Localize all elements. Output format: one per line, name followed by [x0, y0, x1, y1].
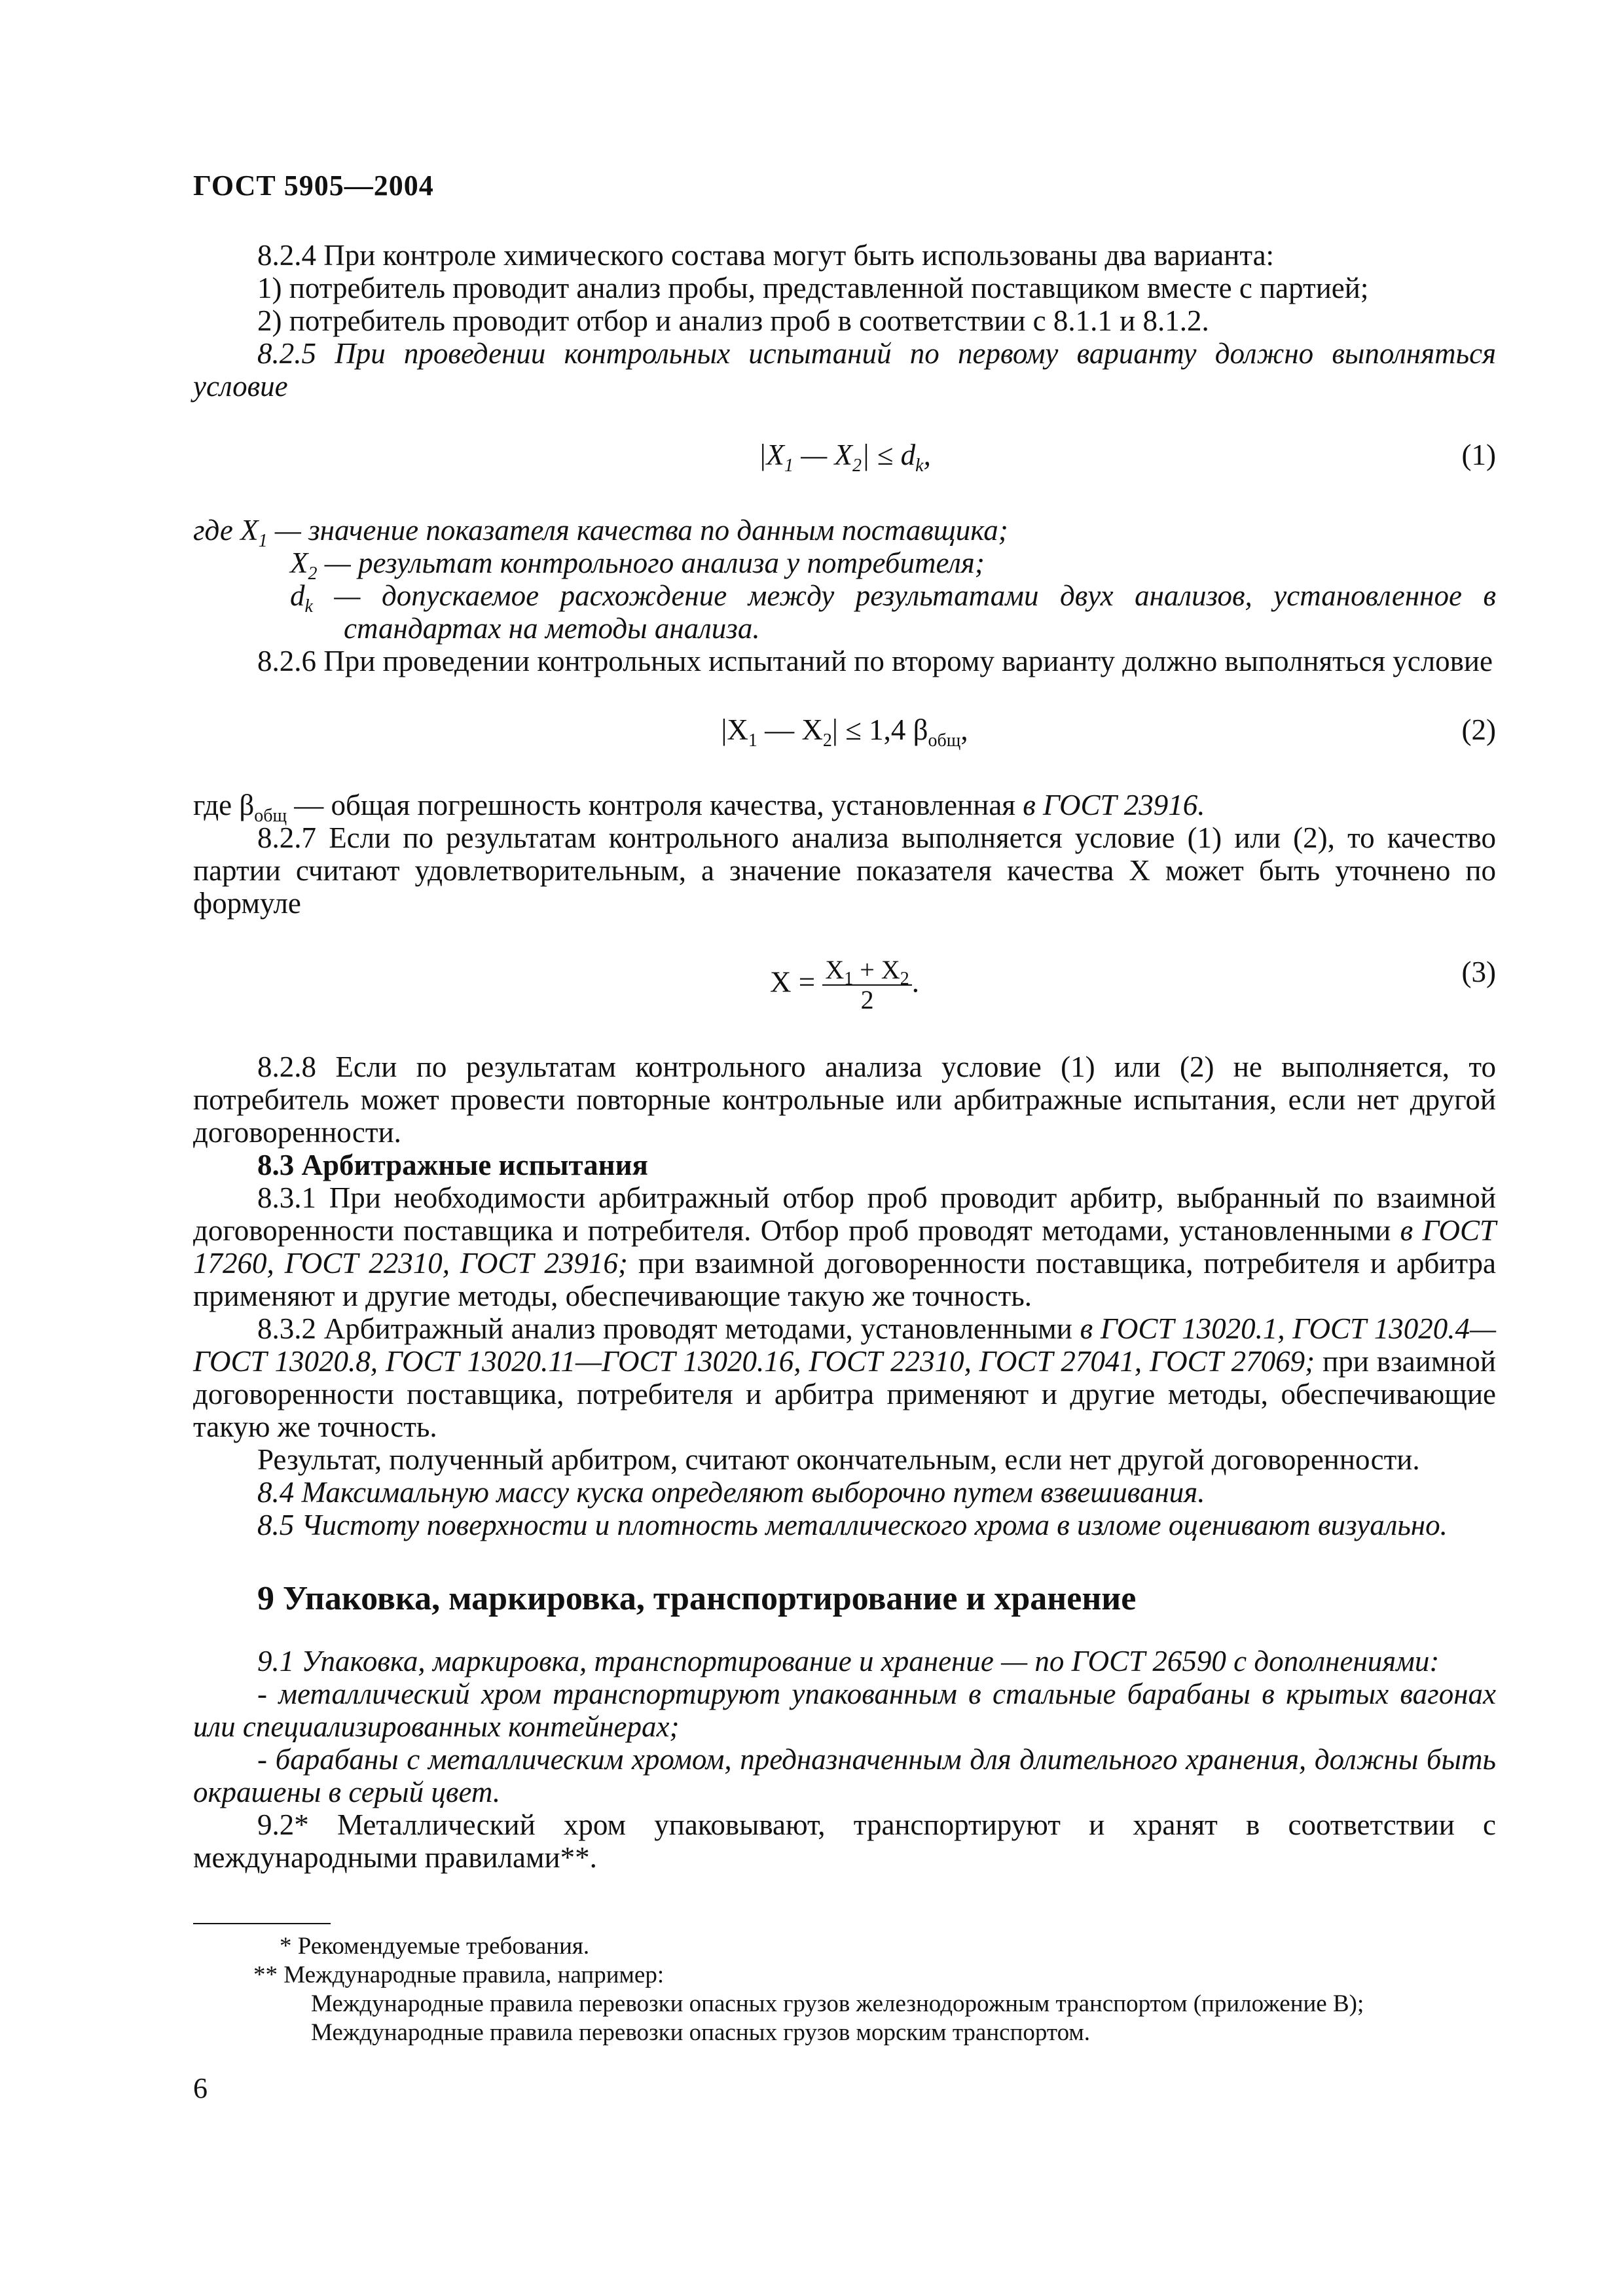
clause-9-1-item-2: - барабаны с металлическим хромом, предназначенным для длительного хранения, должны быть окрашены в серый цвет.: [193, 1743, 1496, 1808]
legend-dk: $d_k$ — допускаемое расхождение между результатами двух анализов, установленное в стандартах на методы анализа.: [290, 579, 1496, 645]
clause-8-2-7: 8.2.7 Если по результатам контрольного анализа выполняется условие (1) или (2), то качество партии считают удовлетворительным, а значение показателя качества X может быть уточнено по формуле: [193, 821, 1496, 920]
clause-9-1: 9.1 Упаковка, маркировка, транспортирование и хранение — по ГОСТ 26590 с дополнениями:: [257, 1645, 1440, 1677]
section-8-3-heading: 8.3 Арбитражные испытания: [257, 1149, 648, 1181]
clause-8-2-8: 8.2.8 Если по результатам контрольного анализа условие (1) или (2) не выполняется, то потребитель может провести повторные контрольные или арбитражные испытания, если нет другой договоренности.: [193, 1050, 1496, 1149]
clause-8-3-1: 8.3.1 При необходимости арбитражный отбор проб проводит арбитр, выбранный по взаимной договоренности поставщика и потребителя. Отбор проб проводят методами, установленными в ГОСТ 17260, ГОСТ 22310, ГОСТ 23916; при взаимной договоренности поставщика, потребителя и арбитра применяют и другие методы, обеспечивающие такую же точность.: [193, 1181, 1497, 1312]
legend-x1: где $X_1$ — значение показателя качества по данным поставщика;: [193, 514, 1008, 551]
clause-8-4: 8.4 Максимальную массу куска определяют выборочно путем взвешивания.: [257, 1476, 1205, 1509]
clause-8-2-6: 8.2.6 При проведении контрольных испытаний по второму варианту должно выполняться условие: [257, 645, 1493, 677]
formula-3: [193, 920, 1496, 1050]
option-2: 2) потребитель проводит отбор и анализ проб в соответствии с 8.1.1 и 8.1.2.: [257, 304, 1209, 337]
fraction: $\frac{X_1 + X_2}{2}$: [822, 956, 911, 1014]
formula-3-number: (3): [1461, 956, 1496, 988]
option-1: 1) потребитель проводит анализ пробы, представленной поставщиком вместе с партией;: [257, 272, 1369, 304]
footnote-2-item-1: Международные правила перевозки опасных грузов железнодорожным транспортом (приложение В);: [311, 1990, 1364, 2017]
document-header: ГОСТ 5905—2004: [193, 170, 434, 202]
formula-1-number: (1): [1461, 439, 1496, 471]
formula-2: [193, 677, 1496, 789]
page-content: [193, 239, 1496, 1874]
footnote-2-item-2: Международные правила перевозки опасных грузов морским транспортом.: [311, 2019, 1091, 2046]
section-9-heading: 9 Упаковка, маркировка, транспортирование и хранение: [257, 1580, 1137, 1617]
clause-9-2: 9.2* Металлический хром упаковывают, транспортируют и хранят в соответствии с международными правилами**.: [193, 1808, 1496, 1874]
formula-1-legend: [193, 514, 1496, 645]
page-number: 6: [193, 2072, 208, 2104]
footnote-1: * Рекомендуемые требования.: [280, 1933, 590, 1960]
footnote-2: ** Международные правила, например:: [253, 1962, 665, 1988]
footnote-divider: [193, 1923, 331, 1924]
arbitration-result: Результат, полученный арбитром, считают окончательным, если нет другой договоренности.: [257, 1443, 1420, 1476]
clause-9-1-item-1: - металлический хром транспортируют упакованным в стальные барабаны в крытых вагонах или специализированных контейнерах;: [193, 1677, 1496, 1743]
formula-1-expression: $|X_1$ — $X_2| \le d_k$,: [758, 439, 931, 476]
formula-2-legend: где $\beta_{общ}$ — общая погрешность контроля качества, установленная в ГОСТ 23916.: [193, 789, 1205, 826]
formula-3-expression: X = $\frac{X_1 + X_2}{2}$ .: [770, 955, 919, 1014]
legend-x2: $X_2$ — результат контрольного анализа у потребителя;: [290, 547, 985, 584]
formula-2-expression: $|X_1$ — $X_2| \le 1,4$ $\beta_{общ}$,: [721, 713, 968, 751]
formula-2-number: (2): [1461, 713, 1496, 746]
formula-1: [193, 403, 1496, 514]
clause-8-3-2: 8.3.2 Арбитражный анализ проводят методами, установленными в ГОСТ 13020.1, ГОСТ 13020.4—ГОСТ 13020.8, ГОСТ 13020.11—ГОСТ 13020.16, ГОСТ 22310, ГОСТ 27041, ГОСТ 27069; при взаимной договоренности поставщика, потребителя и арбитра применяют и другие методы, обеспечивающие такую же точность.: [193, 1312, 1496, 1443]
clause-8-5: 8.5 Чистоту поверхности и плотность металлического хрома в изломе оценивают визуально.: [257, 1509, 1448, 1541]
clause-8-2-5: 8.2.5 При проведении контрольных испытаний по первому варианту должно выполняться условие: [193, 337, 1496, 403]
footnotes: [193, 1932, 1496, 2047]
clause-8-2-4: 8.2.4 При контроле химического состава могут быть использованы два варианта:: [257, 239, 1275, 272]
